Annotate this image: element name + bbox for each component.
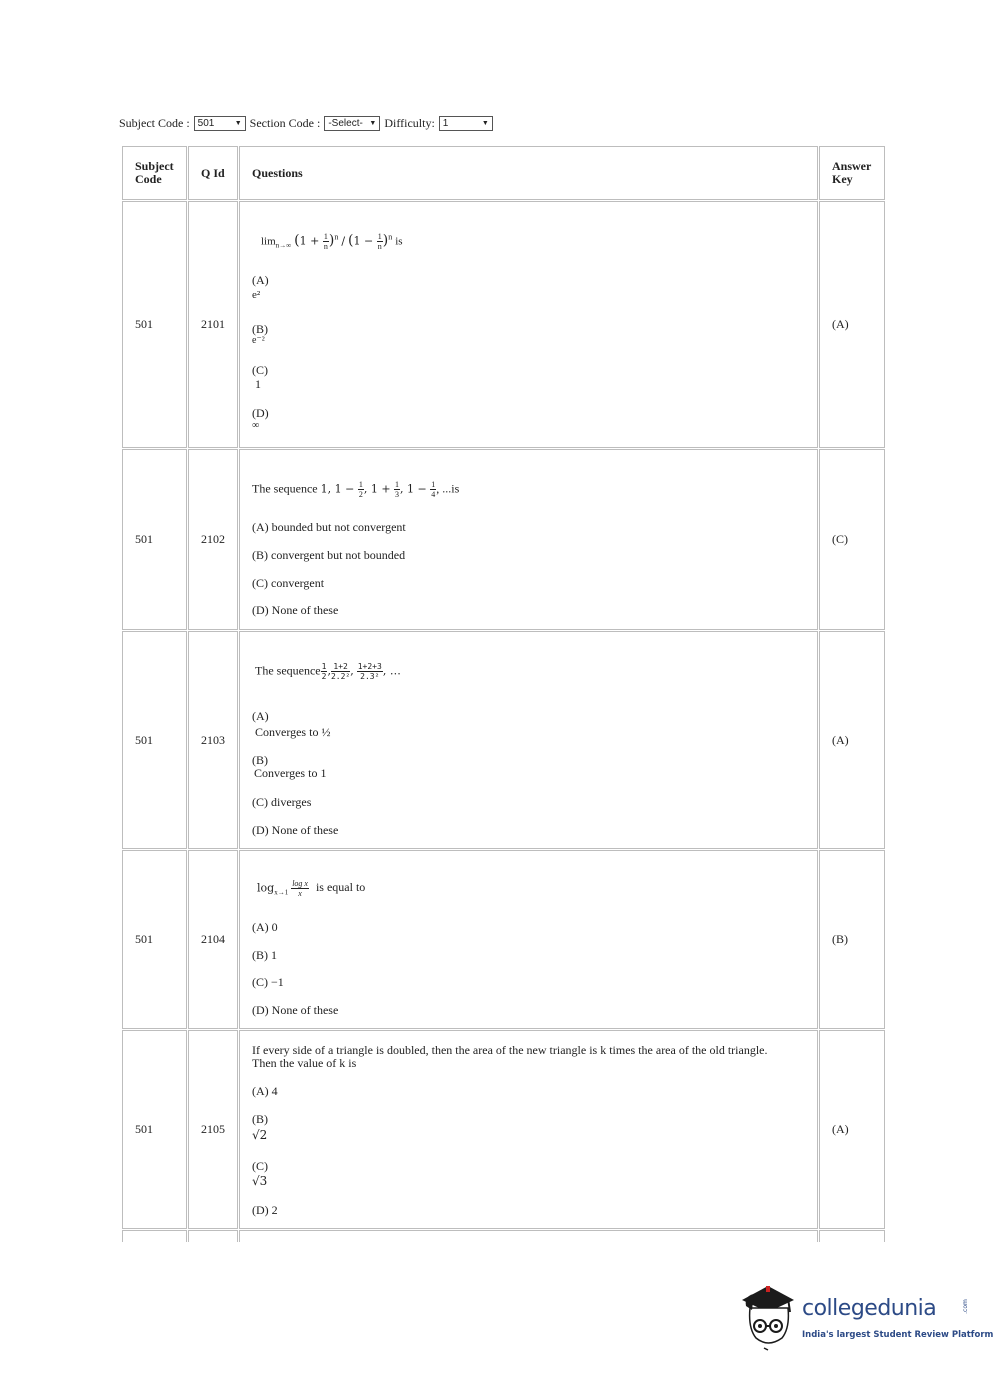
subject-code-select[interactable]: 501 ▼ [194, 116, 246, 131]
brand-name: collegedunia [802, 1296, 937, 1321]
filter-bar [119, 116, 493, 131]
header-answer-key: Answer Key [819, 146, 885, 200]
table-row-subject: 501 [122, 1030, 187, 1229]
option-c: (C) −1 [252, 975, 284, 989]
option-d-value: ∞ [252, 420, 260, 431]
option-b: (B) [252, 753, 268, 767]
section-code-label: Section Code : [249, 116, 321, 130]
option-c: (C) [252, 1159, 268, 1173]
question-stem: The sequence $\frac{1}{2}$ , $\frac{1+2}{\text{2.2²}}$ , $\frac{1+2+3}{\text{2.3²}}$ , … [255, 662, 401, 681]
subject-code-label: Subject Code : [119, 116, 190, 130]
table-row-subject: 501 [122, 631, 187, 849]
option-b-value: √2 [252, 1128, 268, 1142]
option-a: (A) bounded but not convergent [252, 520, 406, 534]
question-stem: $\lim_{n\to\infty} (1$ + $\frac{1}{n}$ )$^n$ / (1 − $\frac{1}{n}$ )$^n$ is [261, 232, 403, 251]
table-row-truncated [122, 1230, 187, 1242]
table-row-subject: 501 [122, 449, 187, 630]
chevron-down-icon: ▼ [369, 120, 377, 127]
option-a: (A) 4 [252, 1084, 278, 1098]
question-2105 [239, 1030, 818, 1229]
table-row-qid: 2103 [188, 631, 238, 849]
option-a: (A) 0 [252, 920, 278, 934]
option-b-value: e⁻² [252, 335, 265, 346]
header-questions: Questions [239, 146, 818, 200]
table-row-subject: 501 [122, 850, 187, 1029]
chevron-down-icon: ▼ [234, 120, 242, 127]
chevron-down-icon: ▼ [481, 120, 489, 127]
option-d: (D) [252, 406, 269, 420]
table-row-answer: (A) [819, 631, 885, 849]
question-2101 [239, 201, 818, 448]
option-a: (A) [252, 273, 269, 287]
table-row-truncated [819, 1230, 885, 1242]
question-stem: The sequence 1, 1 − $\frac{1}{2}$ , 1 + $\frac{1}{3}$ , 1 − $\frac{1}{4}$ , ...is [252, 480, 460, 499]
option-b: (B) [252, 322, 268, 336]
option-b: (B) convergent but not bounded [252, 548, 406, 562]
option-c: (C) convergent [252, 576, 325, 590]
question-table [122, 146, 886, 1242]
difficulty-label: Difficulty: [384, 116, 435, 130]
option-c: (C) [252, 363, 268, 377]
header-qid: Q Id [188, 146, 238, 200]
table-row-answer: (C) [819, 449, 885, 630]
option-c: (C) diverges [252, 795, 312, 809]
table-row-qid: 2104 [188, 850, 238, 1029]
option-c-value: √3 [252, 1174, 268, 1188]
question-2103 [239, 631, 818, 849]
option-a-value: Converges to ½ [255, 725, 331, 739]
brand-suffix: .com [961, 1299, 969, 1314]
table-row-truncated [239, 1230, 818, 1242]
option-d: (D) None of these [252, 1003, 339, 1017]
question-2102 [239, 449, 818, 630]
table-row-subject: 501 [122, 201, 187, 448]
table-row-answer: (A) [819, 201, 885, 448]
option-d: (D) 2 [252, 1203, 278, 1217]
option-a-value: e² [252, 289, 261, 301]
option-a: (A) [252, 709, 269, 723]
option-d: (D) None of these [252, 603, 339, 617]
table-row-qid: 2105 [188, 1030, 238, 1229]
option-d: (D) None of these [252, 823, 339, 837]
question-stem: $\log_{x\to 1}$ $\frac{\text{log x}}{x}$ is equal to [257, 879, 366, 898]
question-stem-line2: Then the value of k is [252, 1056, 357, 1070]
table-row-answer: (A) [819, 1030, 885, 1229]
difficulty-select[interactable]: 1 ▼ [439, 116, 493, 131]
table-row-answer: (B) [819, 850, 885, 1029]
question-stem: If every side of a triangle is doubled, then the area of the new triangle is k times the area of the old triangle. [252, 1043, 768, 1057]
option-b-value: Converges to 1 [254, 766, 327, 780]
question-2104 [239, 850, 818, 1029]
table-row-qid: 2102 [188, 449, 238, 630]
option-b: (B) [252, 1112, 268, 1126]
brand-tagline: India's largest Student Review Platform [802, 1330, 994, 1340]
option-b: (B) 1 [252, 948, 277, 962]
table-row-qid: 2101 [188, 201, 238, 448]
header-subject-code: Subject Code [122, 146, 187, 200]
table-row-truncated [188, 1230, 238, 1242]
section-code-select[interactable]: -Select- ▼ [324, 116, 380, 131]
limit-expression: ( [294, 232, 300, 249]
option-c-value: 1 [255, 377, 261, 391]
